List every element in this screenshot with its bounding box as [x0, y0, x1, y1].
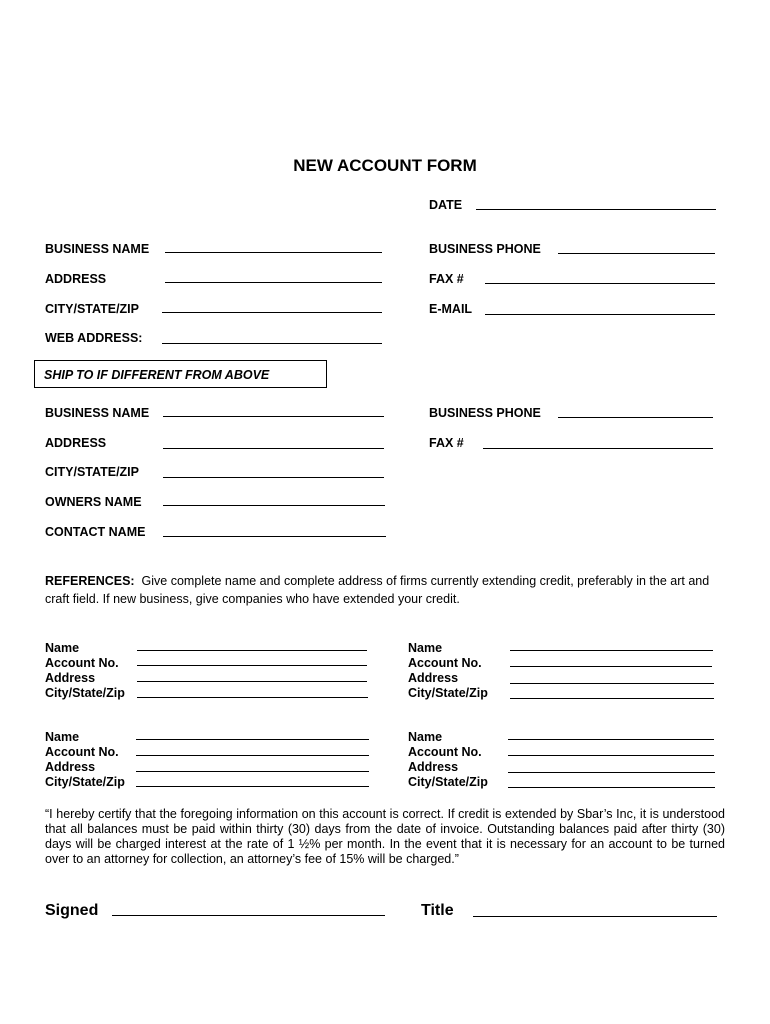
- ref3-account-label: Account No.: [45, 745, 119, 759]
- ref4-address-field[interactable]: [508, 772, 715, 773]
- references-text: Give complete name and complete address of firms currently extending credit, preferably in the art and craft field. If new business, give companies who have extended your credit.: [45, 574, 710, 606]
- ref2-city-field[interactable]: [510, 698, 714, 699]
- email-field[interactable]: [485, 314, 715, 315]
- ref2-account-field[interactable]: [510, 666, 712, 667]
- ref4-name-label: Name: [408, 730, 443, 744]
- ref3-name-label: Name: [45, 730, 80, 744]
- title-field[interactable]: [473, 916, 717, 917]
- date-field[interactable]: [476, 209, 716, 210]
- ref3-address-field[interactable]: [136, 771, 369, 772]
- ref1-city-field[interactable]: [137, 697, 368, 698]
- ship-fax-field[interactable]: [483, 448, 713, 449]
- ship-business-name-label: BUSINESS NAME: [45, 406, 150, 420]
- ship-fax-label: FAX #: [429, 436, 464, 450]
- ship-to-heading: SHIP TO IF DIFFERENT FROM ABOVE: [44, 368, 270, 382]
- ref2-address-field[interactable]: [510, 683, 714, 684]
- ref3-account-field[interactable]: [136, 755, 369, 756]
- references-heading: REFERENCES:: [45, 574, 135, 588]
- ship-address-field[interactable]: [163, 448, 384, 449]
- business-name-field[interactable]: [165, 252, 382, 253]
- owners-name-label: OWNERS NAME: [45, 495, 142, 509]
- ship-business-phone-label: BUSINESS PHONE: [429, 406, 541, 420]
- ref2-name-label: Name: [408, 641, 443, 655]
- date-label: DATE: [429, 198, 463, 212]
- ref4-name-field[interactable]: [508, 739, 714, 740]
- ref4-account-field[interactable]: [508, 755, 714, 756]
- ref1-account-field[interactable]: [137, 665, 367, 666]
- city-state-zip-field[interactable]: [162, 312, 382, 313]
- city-state-zip-label: CITY/STATE/ZIP: [45, 302, 139, 316]
- ref1-address-label: Address: [45, 671, 96, 685]
- ref2-account-label: Account No.: [408, 656, 482, 670]
- contact-name-label: CONTACT NAME: [45, 525, 146, 539]
- ref3-city-label: City/State/Zip: [45, 775, 125, 789]
- signed-label: Signed: [45, 902, 99, 919]
- ref2-city-label: City/State/Zip: [408, 686, 488, 700]
- ref1-name-field[interactable]: [137, 650, 367, 651]
- ref4-address-label: Address: [408, 760, 459, 774]
- web-address-label: WEB ADDRESS:: [45, 331, 143, 345]
- certification-statement: “I hereby certify that the foregoing information on this account is correct. If credit is extended by Sbar’s Inc, it is understood that all balances must be paid within thirty (30) days from the date of invoice. Outstanding balances paid after thirty (30) days will be charged interest at the rate of 1 ½% per month. In the event that it is necessary for an account to be turned over to an attorney for collection, an attorney’s fee of 15% will be charged.”: [45, 807, 725, 866]
- fax-label: FAX #: [429, 272, 464, 286]
- owners-name-field[interactable]: [163, 505, 385, 506]
- ref4-city-field[interactable]: [508, 787, 715, 788]
- web-address-field[interactable]: [162, 343, 382, 344]
- ref3-address-label: Address: [45, 760, 96, 774]
- references-paragraph: [45, 572, 725, 608]
- ref1-name-label: Name: [45, 641, 80, 655]
- ship-business-phone-field[interactable]: [558, 417, 713, 418]
- address-field[interactable]: [165, 282, 382, 283]
- ship-to-heading-box: [34, 360, 327, 388]
- email-label: E-MAIL: [429, 302, 473, 316]
- ref2-name-field[interactable]: [510, 650, 713, 651]
- title-label: Title: [421, 902, 454, 919]
- business-phone-field[interactable]: [558, 253, 715, 254]
- ref1-city-label: City/State/Zip: [45, 686, 125, 700]
- contact-name-field[interactable]: [163, 536, 386, 537]
- ref3-city-field[interactable]: [136, 786, 369, 787]
- ship-city-state-zip-label: CITY/STATE/ZIP: [45, 465, 139, 479]
- ref2-address-label: Address: [408, 671, 459, 685]
- address-label: ADDRESS: [45, 272, 107, 286]
- ref4-city-label: City/State/Zip: [408, 775, 488, 789]
- ref4-account-label: Account No.: [408, 745, 482, 759]
- fax-field[interactable]: [485, 283, 715, 284]
- signature-field[interactable]: [112, 915, 385, 916]
- ref1-account-label: Account No.: [45, 656, 119, 670]
- form-title: NEW ACCOUNT FORM: [293, 156, 477, 175]
- ship-address-label: ADDRESS: [45, 436, 107, 450]
- business-name-label: BUSINESS NAME: [45, 242, 150, 256]
- ref3-name-field[interactable]: [136, 739, 369, 740]
- ship-business-name-field[interactable]: [163, 416, 384, 417]
- ref1-address-field[interactable]: [137, 681, 367, 682]
- ship-city-state-zip-field[interactable]: [163, 477, 384, 478]
- business-phone-label: BUSINESS PHONE: [429, 242, 541, 256]
